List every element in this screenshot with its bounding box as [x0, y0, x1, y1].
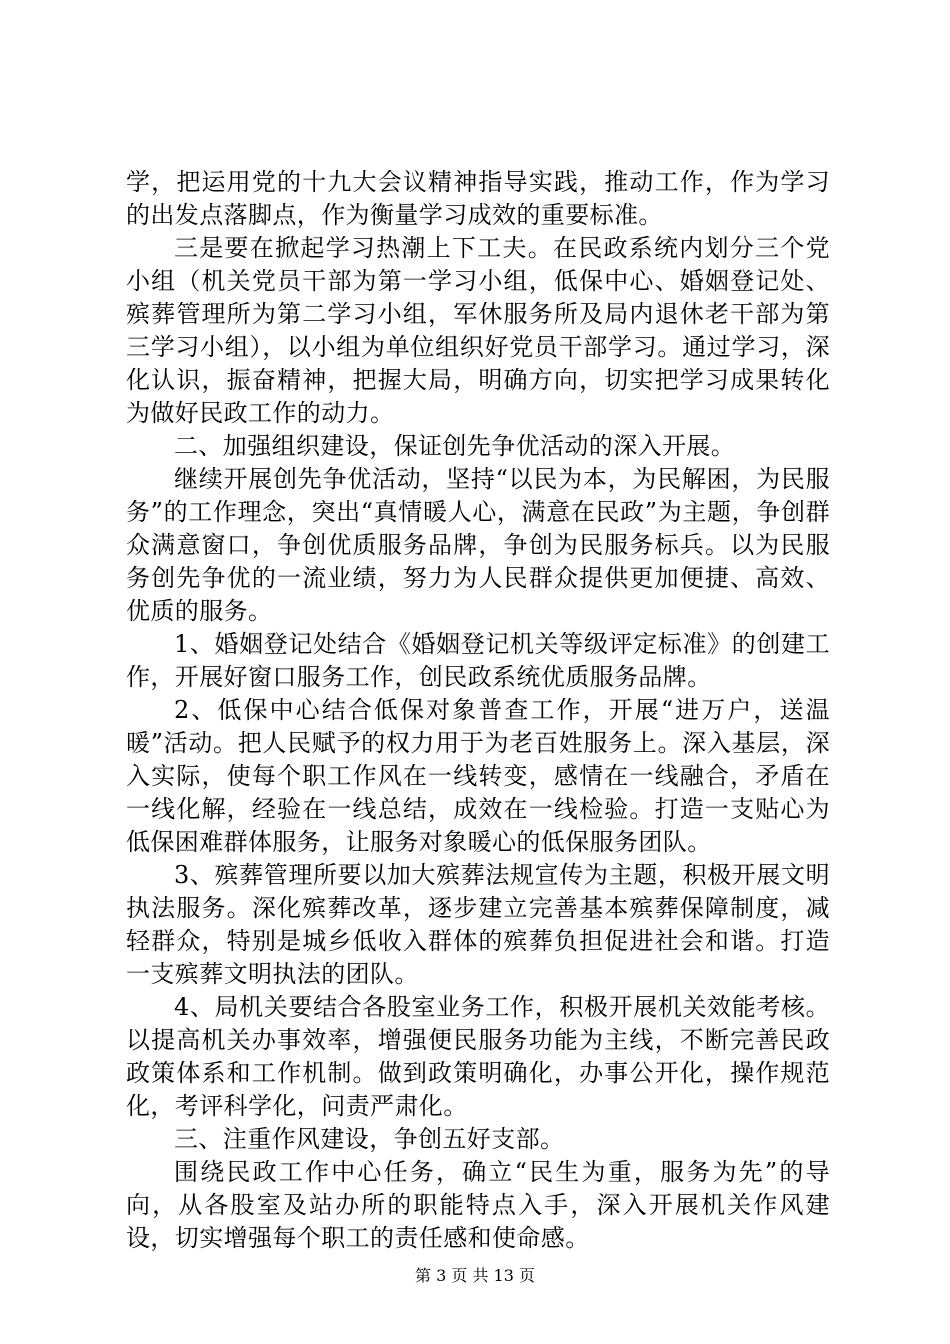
paragraph-excellence-activity: 继续开展创先争优活动，坚持“以民为本，为民解困，为民服务”的工作理念，突出“真情暖人心，满意在民政”为主题，争创群众满意窗口，争创优质服务品牌，争创为民服务标兵。以为民服务创先争优的一流业绩，努力为人民群众提供更加便捷、高效、优质的服务。 [126, 465, 830, 625]
paragraph-work-style: 围绕民政工作中心任务，确立“民生为重，服务为先”的导向，从各股室及站办所的职能特点入手，深入开展机关作风建设，切实增强每个职工的责任感和使命感。 [126, 1158, 830, 1252]
page-footer [0, 1266, 950, 1286]
list-item-subsistence-center: 2、低保中心结合低保对象普查工作，开展“进万户，送温暖”活动。把人民赋予的权力用于为老百姓服务上。深入基层，深入实际，使每个职工作风在一线转变，感情在一线融合，矛盾在一线化解，经验在一线总结，成效在一线检验。打造一支贴心为低保困难群体服务，让服务对象暖心的低保服务团队。 [126, 696, 830, 856]
paragraph-study-tide: 三是要在掀起学习热潮上下工夫。在民政系统内划分三个党小组（机关党员干部为第一学习小组，低保中心、婚姻登记处、殡葬管理所为第二学习小组，军休服务所及局内退休老干部为第三学习小组），以小组为单位组织好党员干部学习。通过学习，深化认识，振奋精神，把握大局，明确方向，切实把学习成果转化为做好民政工作的动力。 [126, 234, 830, 427]
section-heading-organization: 二、加强组织建设，保证创先争优活动的深入开展。 [174, 432, 736, 460]
list-item-funeral-management: 3、殡葬管理所要以加大殡葬法规宣传为主题，积极开展文明执法服务。深化殡葬改革，逐步建立完善基本殡葬保障制度，减轻群众，特别是城乡低收入群体的殡葬负担促进社会和谐。打造一支殡葬文明执法的团队。 [126, 861, 830, 988]
section-heading-work-style: 三、注重作风建设，争创五好支部。 [174, 1125, 565, 1153]
paragraph-continuation: 学，把运用党的十九大会议精神指导实践，推动工作，作为学习的出发点落脚点，作为衡量学习成效的重要标准。 [126, 168, 830, 229]
list-item-marriage-registry: 1、婚姻登记处结合《婚姻登记机关等级评定标准》的创建工作，开展好窗口服务工作，创民政系统优质服务品牌。 [126, 630, 830, 691]
list-item-bureau-organs: 4、局机关要结合各股室业务工作，积极开展机关效能考核。以提高机关办事效率，增强便民服务功能为主线，不断完善民政政策体系和工作机制。做到政策明确化，办事公开化，操作规范化，考评科学化，问责严肃化。 [126, 993, 830, 1120]
document-body [126, 166, 830, 1255]
page-number: 第 3 页 共 13 页 [415, 1266, 535, 1285]
